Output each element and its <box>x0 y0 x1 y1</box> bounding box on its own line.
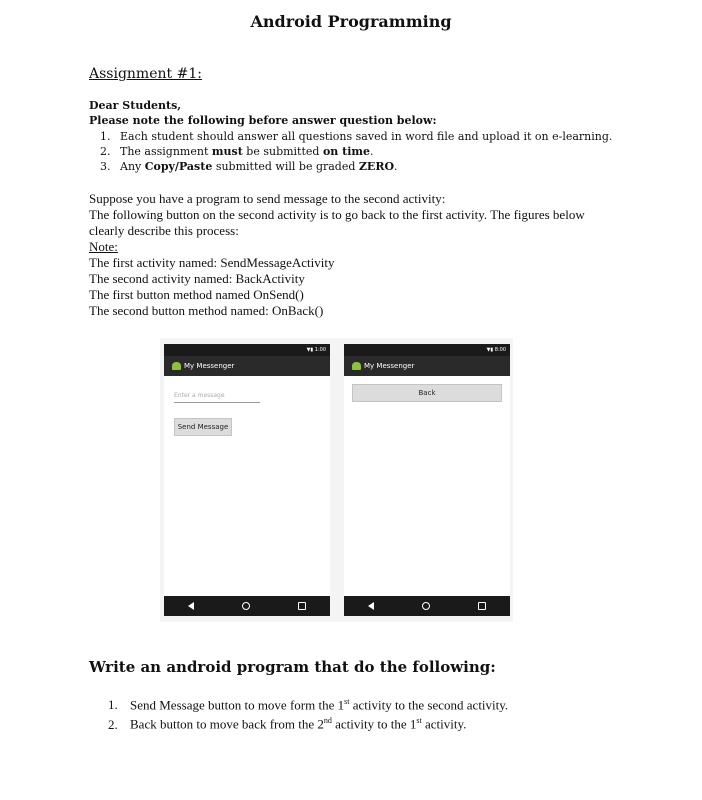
description-line: clearly describe this process: <box>89 223 239 238</box>
screenshots-figure <box>160 338 513 622</box>
description-line: Suppose you have a program to send message to the second activity: <box>89 191 446 206</box>
rule-item: 1. Each student should answer all questions saved in word file and upload it on e-learning. <box>100 130 613 143</box>
nav-bar <box>344 596 510 616</box>
rules-list <box>100 129 612 174</box>
phone-send-activity <box>164 344 330 616</box>
status-bar: ▼▮ 1:00 <box>164 344 330 356</box>
note-line: The first activity named: SendMessageActivity <box>89 255 335 270</box>
greeting: Dear Students, <box>89 99 182 112</box>
nav-bar <box>164 596 330 616</box>
home-nav-icon[interactable] <box>422 602 430 610</box>
task-item: 2. Back button to move back from the 2nd activity to the 1st activity. <box>108 716 467 732</box>
page-title: Android Programming <box>250 12 452 31</box>
message-input[interactable]: Enter a message <box>174 392 260 403</box>
android-icon <box>172 362 181 370</box>
activity-content <box>344 376 510 596</box>
action-bar <box>164 356 330 376</box>
note-line: The second button method named: OnBack() <box>89 303 324 318</box>
task-item: 1. Send Message button to move form the 1st activity to the second activity. <box>108 697 509 713</box>
recents-nav-icon[interactable] <box>478 602 486 610</box>
description-line: The following button on the second activity is to go back to the first activity. The figures below <box>89 207 585 222</box>
notice-heading: Please note the following before answer question below: <box>89 114 437 127</box>
back-nav-icon[interactable] <box>368 602 374 610</box>
back-nav-icon[interactable] <box>188 602 194 610</box>
note-label: Note: <box>89 239 118 254</box>
action-bar <box>344 356 510 376</box>
android-icon <box>352 362 361 370</box>
phone-back-activity <box>344 344 510 616</box>
assignment-heading: Assignment #1: <box>89 66 202 82</box>
rule-item: 2. The assignment must be submitted on time. <box>100 145 374 158</box>
back-button[interactable]: Back <box>352 384 502 402</box>
send-message-button[interactable]: Send Message <box>174 418 232 436</box>
status-bar: ▼▮ 8:00 <box>344 344 510 356</box>
app-title: My Messenger <box>184 362 235 370</box>
home-nav-icon[interactable] <box>242 602 250 610</box>
note-line: The second activity named: BackActivity <box>89 271 305 286</box>
app-title: My Messenger <box>364 362 415 370</box>
note-line: The first button method named OnSend() <box>89 287 304 302</box>
rule-item: 3. Any Copy/Paste submitted will be graded ZERO. <box>100 160 398 173</box>
task-list <box>108 694 508 733</box>
activity-content <box>164 376 330 596</box>
recents-nav-icon[interactable] <box>298 602 306 610</box>
task-heading: Write an android program that do the following: <box>89 658 496 676</box>
